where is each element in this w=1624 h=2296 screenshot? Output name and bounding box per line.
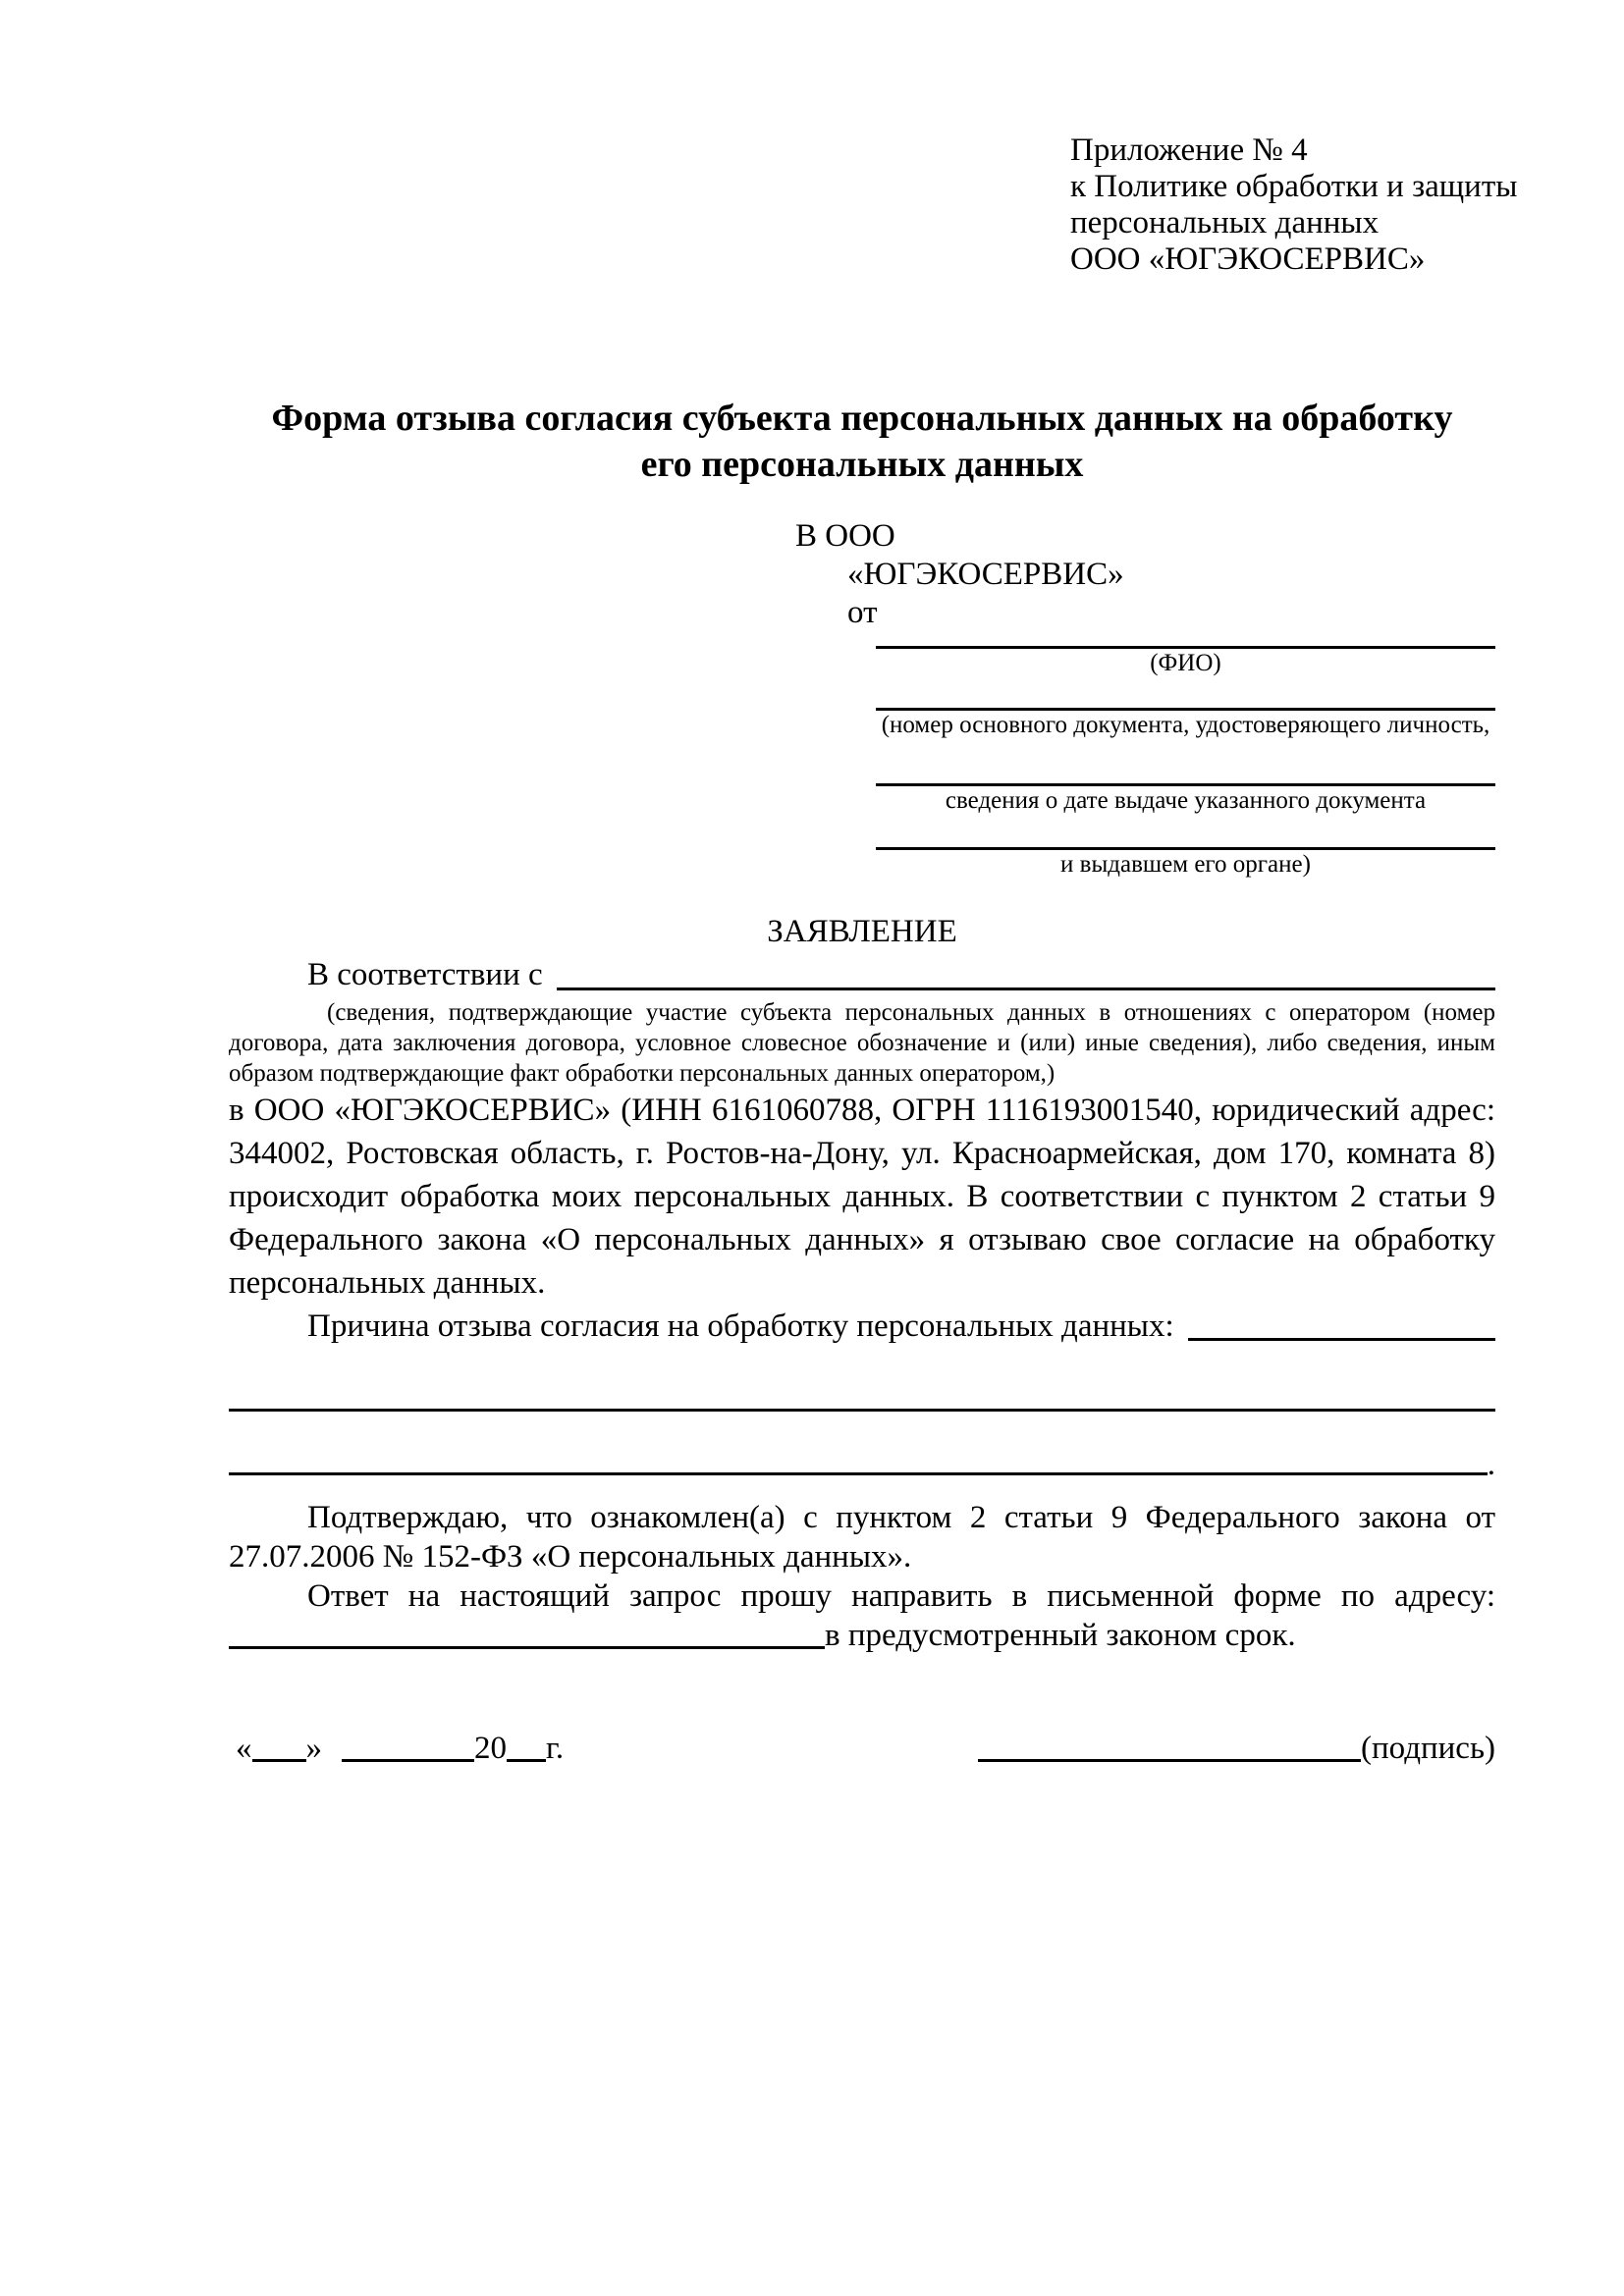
issue-date-caption: сведения о дате выдаче указанного документа (945, 787, 1427, 814)
reply-address-blank-line (229, 1646, 825, 1649)
addressee-line: «ЮГЭКОСЕРВИС» (847, 557, 1124, 592)
signature-caption: (подпись) (1361, 1731, 1495, 1766)
statement-heading: ЗАЯВЛЕНИЕ (767, 914, 957, 949)
footnote-text: (сведения, подтверждающие участие субъекта персональных данных в отношениях с оператором (номер договора, дата заключения договора, условное словесное обозначение и (или) иные сведения), либо сведения, иным образом подтверждающие факт обработки персональных данных оператором,) (229, 999, 1495, 1087)
confirmation-paragraph: Подтверждаю, что ознакомлен(а) с пунктом 2 статьи 9 Федерального закона от 27.07.2006 № 152-ФЗ «О персональных данных». (229, 1500, 1495, 1575)
reply-request-line: Ответ на настоящий запрос прошу направить в письменной форме по адресу: (307, 1578, 1495, 1614)
reply-address-row (229, 1616, 1495, 1655)
appendix-line: персональных данных (1070, 205, 1380, 240)
reply-suffix: в предусмотренный законом срок. (825, 1618, 1296, 1653)
reason-period: . (1487, 1447, 1495, 1482)
document-title (229, 396, 1495, 488)
signature-blank-line (978, 1759, 1361, 1762)
date-day-blank (252, 1759, 306, 1762)
applicant-fields (876, 646, 1495, 880)
document-number-caption: (номер основного документа, удостоверяющего личность, (881, 712, 1490, 738)
issuing-authority-caption: и выдавшем его органе) (1060, 851, 1311, 878)
statement-body: в ООО «ЮГЭКОСЕРВИС» (ИНН 6161060788, ОГРН 1116193001540, юридический адрес: 344002, Ростовская область, г. Ростов-на-Дону, ул. Красноармейская, дом 170, комната 8) происходит обработка моих персональных данных. В соответствии с пунктом 2 статьи 9 Федерального закона «О персональных данных» я отзываю свое согласие на обработку персональных данных. (229, 1093, 1495, 1301)
fio-caption: (ФИО) (1150, 650, 1221, 676)
date-block (236, 1729, 564, 1768)
date-year-blank (507, 1759, 546, 1762)
date-open-quote: « (236, 1731, 252, 1766)
intro-row (229, 952, 1495, 997)
reason-row (229, 1305, 1495, 1348)
addressee-line: В ООО (795, 518, 895, 554)
document-title-line: Форма отзыва согласия субъекта персональных данных на обработку (271, 398, 1453, 439)
reason-blank-line (1188, 1338, 1495, 1341)
appendix-line: Приложение № 4 (1070, 133, 1308, 168)
reason-blank-line-3 (229, 1472, 1488, 1475)
appendix-line: к Политике обработки и защиты (1070, 169, 1518, 204)
appendix-line: ООО «ЮГЭКОСЕРВИС» (1070, 241, 1426, 277)
date-signature-row (229, 1729, 1495, 1768)
reason-prefix: Причина отзыва согласия на обработку персональных данных: (307, 1308, 1174, 1344)
addressee-line: от (847, 595, 878, 630)
date-year-suffix: г. (546, 1731, 565, 1766)
reason-blank-line-2 (229, 1409, 1495, 1412)
intro-blank-line (557, 988, 1495, 990)
signature-block (978, 1729, 1495, 1768)
date-year-prefix: 20 (474, 1731, 507, 1766)
date-close-quote: » (305, 1731, 322, 1766)
date-month-blank (342, 1759, 474, 1762)
reason-blank-row-3 (229, 1447, 1495, 1482)
appendix-note (1070, 133, 1518, 278)
intro-prefix: В соответствии с (307, 957, 543, 992)
document-title-line: его персональных данных (640, 444, 1084, 485)
addressee-block (795, 517, 1495, 632)
